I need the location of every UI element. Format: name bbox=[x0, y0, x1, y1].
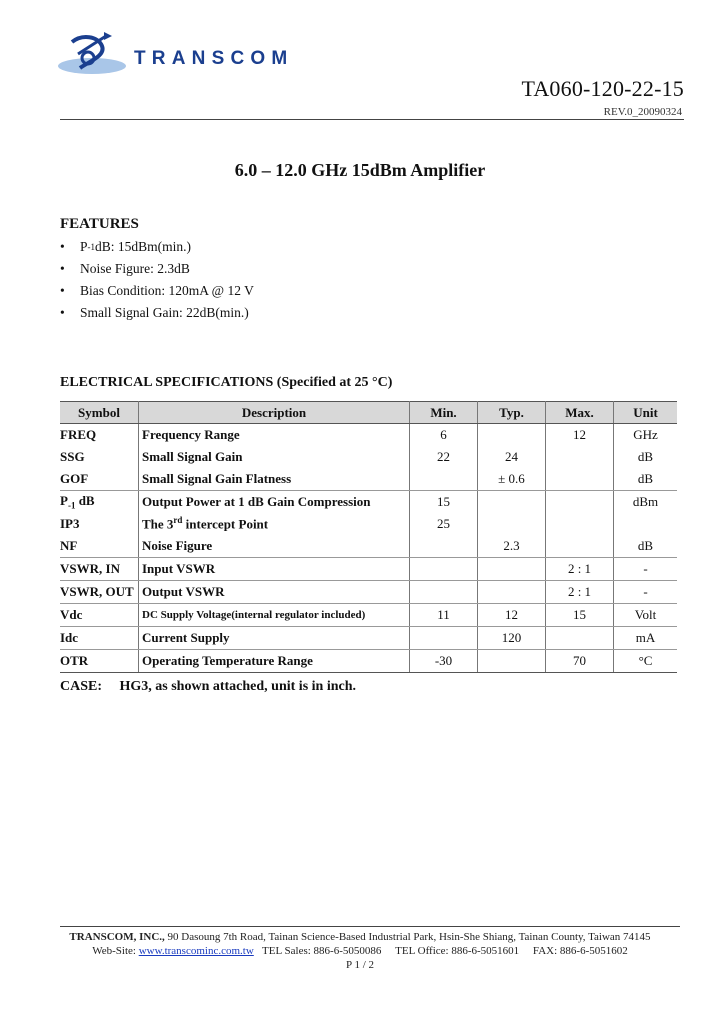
features-heading: FEATURES bbox=[60, 216, 139, 232]
table-row bbox=[60, 446, 677, 468]
cell-symbol: IP3 bbox=[60, 513, 139, 535]
cell-unit: dB bbox=[614, 535, 678, 558]
table-row bbox=[60, 604, 677, 627]
cell-symbol: SSG bbox=[60, 446, 139, 468]
cell-unit: dB bbox=[614, 468, 678, 491]
table-row bbox=[60, 558, 677, 581]
cell-unit: - bbox=[614, 558, 678, 581]
cell-description: Input VSWR bbox=[139, 558, 410, 581]
cell-symbol: $P_{-1}$ dB bbox=[60, 491, 139, 514]
cell-typ bbox=[478, 491, 546, 514]
cell-symbol: VSWR, OUT bbox=[60, 581, 139, 604]
footer-address bbox=[0, 930, 720, 944]
page-number: P 1 / 2 bbox=[345, 959, 374, 971]
specifications-table bbox=[60, 401, 677, 673]
cell-max bbox=[546, 627, 614, 650]
table-row bbox=[60, 424, 677, 447]
cell-unit: Volt bbox=[614, 604, 678, 627]
cell-unit: - bbox=[614, 581, 678, 604]
cell-max: 70 bbox=[546, 650, 614, 673]
cell-description: Small Signal Gain bbox=[139, 446, 410, 468]
transcom-logo bbox=[58, 28, 318, 84]
case-note bbox=[60, 679, 356, 695]
cell-description: Noise Figure bbox=[139, 535, 410, 558]
revision: REV.0_20090324 bbox=[603, 106, 682, 118]
cell-unit: GHz bbox=[614, 424, 678, 447]
cell-unit: mA bbox=[614, 627, 678, 650]
cell-typ bbox=[478, 650, 546, 673]
table-row bbox=[60, 468, 677, 491]
cell-min bbox=[410, 627, 478, 650]
website-link[interactable]: www.transcominc.com.tw bbox=[138, 945, 254, 957]
cell-typ: 120 bbox=[478, 627, 546, 650]
cell-symbol: Idc bbox=[60, 627, 139, 650]
cell-description: DC Supply Voltage(internal regulator included) bbox=[139, 604, 410, 627]
cell-min: 11 bbox=[410, 604, 478, 627]
cell-min bbox=[410, 468, 478, 491]
footer-divider bbox=[60, 926, 680, 927]
cell-description: Operating Temperature Range bbox=[139, 650, 410, 673]
cell-max: 2 : 1 bbox=[546, 558, 614, 581]
cell-unit bbox=[614, 513, 678, 535]
cell-unit: °C bbox=[614, 650, 678, 673]
transcom-logo-icon bbox=[58, 28, 138, 84]
bullet: • bbox=[60, 305, 65, 320]
table-row bbox=[60, 650, 677, 673]
cell-typ: 2.3 bbox=[478, 535, 546, 558]
cell-min bbox=[410, 558, 478, 581]
cell-typ: 12 bbox=[478, 604, 546, 627]
column-header: Min. bbox=[410, 402, 478, 424]
cell-description: Output Power at 1 dB Gain Compression bbox=[139, 491, 410, 514]
cell-min: 25 bbox=[410, 513, 478, 535]
feature-item: • Noise Figure: 2.3dB bbox=[60, 261, 190, 276]
cell-typ: 24 bbox=[478, 446, 546, 468]
cell-min bbox=[410, 581, 478, 604]
table-row bbox=[60, 513, 677, 535]
header-divider bbox=[60, 119, 684, 120]
page-title: 6.0 – 12.0 GHz 15dBm Amplifier bbox=[234, 160, 486, 180]
column-header: Symbol bbox=[60, 402, 139, 424]
cell-typ: ± 0.6 bbox=[478, 468, 546, 491]
cell-typ bbox=[478, 424, 546, 447]
fax: FAX: 886-6-5051602 bbox=[532, 945, 628, 957]
cell-max bbox=[546, 491, 614, 514]
cell-typ bbox=[478, 513, 546, 535]
cell-min: -30 bbox=[410, 650, 478, 673]
cell-description: Output VSWR bbox=[139, 581, 410, 604]
cell-min: 22 bbox=[410, 446, 478, 468]
specifications-heading: ELECTRICAL SPECIFICATIONS (Specified at 25 °C) bbox=[60, 375, 393, 390]
column-header: Unit bbox=[614, 402, 678, 424]
tel-sales: TEL Sales: 886-6-5050086 bbox=[262, 945, 382, 957]
table-row bbox=[60, 491, 677, 514]
column-header: Description bbox=[139, 402, 410, 424]
cell-max: 12 bbox=[546, 424, 614, 447]
footer-contacts: Web-Site: www.transcominc.com.tw TEL Sales: 886-6-5050086 TEL Office: 886-6-5051601 FAX: 886-6-5051602 bbox=[92, 945, 628, 957]
cell-max bbox=[546, 446, 614, 468]
cell-max: 15 bbox=[546, 604, 614, 627]
cell-unit: dB bbox=[614, 446, 678, 468]
table-row bbox=[60, 535, 677, 558]
column-header: Max. bbox=[546, 402, 614, 424]
table-row bbox=[60, 627, 677, 650]
cell-symbol: Vdc bbox=[60, 604, 139, 627]
part-number: TA060-120-22-15 bbox=[521, 76, 684, 101]
cell-symbol: VSWR, IN bbox=[60, 558, 139, 581]
brand-name: TRANSCOM bbox=[134, 48, 294, 69]
cell-max bbox=[546, 513, 614, 535]
cell-description: Frequency Range bbox=[139, 424, 410, 447]
table-row bbox=[60, 581, 677, 604]
feature-item: • Bias Condition: 120mA @ 12 V bbox=[60, 283, 254, 298]
cell-description: The 3rd intercept Point bbox=[139, 513, 410, 535]
case-text: HG3, as shown attached, unit is in inch. bbox=[119, 679, 356, 694]
cell-description: Current Supply bbox=[139, 627, 410, 650]
footer-address-text: 90 Dasoung 7th Road, Tainan Science-Based Industrial Park, Hsin-She Shiang, Tainan County, Taiwan 74145 bbox=[164, 931, 651, 943]
cell-symbol: FREQ bbox=[60, 424, 139, 447]
cell-max bbox=[546, 468, 614, 491]
footer-company: TRANSCOM, INC., bbox=[69, 931, 165, 943]
bullet: • bbox=[60, 261, 65, 276]
tel-office: TEL Office: 886-6-5051601 bbox=[395, 945, 520, 957]
feature-item: • Small Signal Gain: 22dB(min.) bbox=[60, 305, 249, 320]
cell-description: Small Signal Gain Flatness bbox=[139, 468, 410, 491]
cell-min: 6 bbox=[410, 424, 478, 447]
table-header-row bbox=[60, 402, 677, 424]
cell-max: 2 : 1 bbox=[546, 581, 614, 604]
cell-unit: dBm bbox=[614, 491, 678, 514]
cell-typ bbox=[478, 581, 546, 604]
cell-min bbox=[410, 535, 478, 558]
features-list bbox=[60, 236, 254, 324]
column-header: Typ. bbox=[478, 402, 546, 424]
cell-symbol: OTR bbox=[60, 650, 139, 673]
cell-max bbox=[546, 535, 614, 558]
cell-symbol: GOF bbox=[60, 468, 139, 491]
feature-item: • P -1 dB: 15dBm(min.) bbox=[60, 239, 192, 254]
cell-min: 15 bbox=[410, 491, 478, 514]
bullet: • bbox=[60, 283, 65, 298]
cell-symbol: NF bbox=[60, 535, 139, 558]
case-label: CASE: bbox=[60, 679, 103, 694]
cell-typ bbox=[478, 558, 546, 581]
bullet: • bbox=[60, 239, 65, 254]
